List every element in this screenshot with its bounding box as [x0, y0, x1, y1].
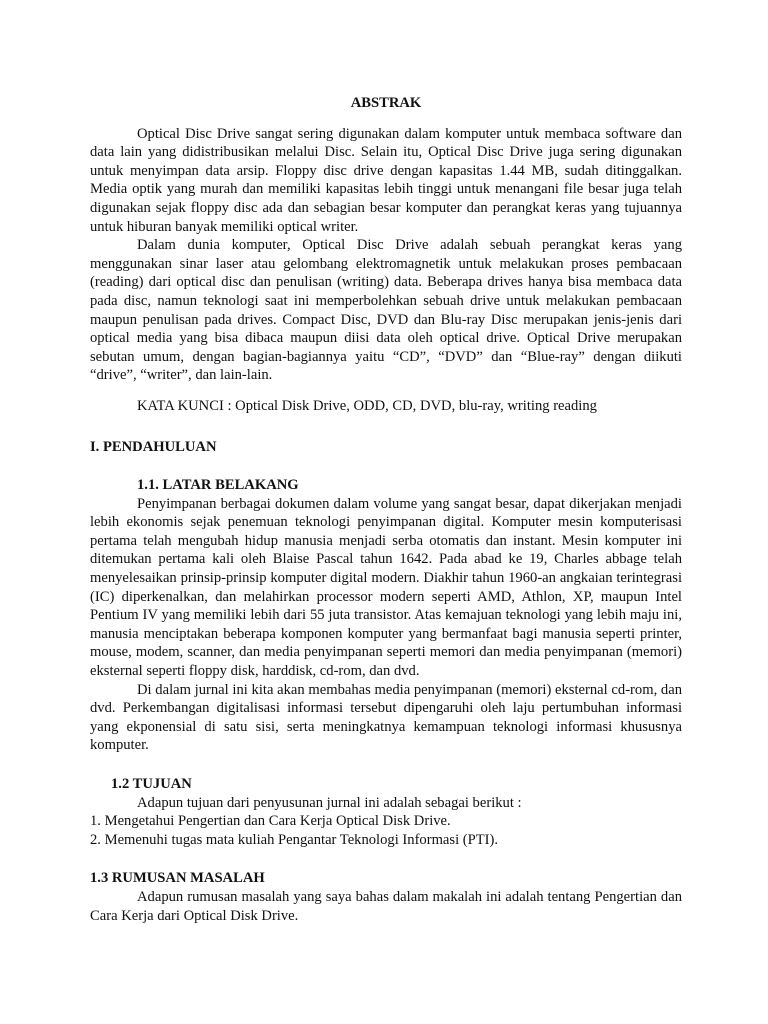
subsection-heading-rumusan-masalah: 1.3 RUMUSAN MASALAH [90, 870, 265, 887]
latar-belakang-paragraph-2: Di dalam jurnal ini kita akan membahas media penyimpanan (memori) eksternal cd-rom, dan dvd. Perkembangan digitalisasi informasi tersebut dipengaruhi oleh laju pertumbuhan informasi yang ekponensial di satu sisi, serta meningkatnya kemampuan teknologi informasi khususnya komputer. [90, 681, 682, 754]
list-item: 2. Memenuhi tugas mata kuliah Pengantar Teknologi Informasi (PTI). [90, 831, 499, 848]
section-heading-pendahuluan: I. PENDAHULUAN [90, 438, 217, 455]
latar-belakang-paragraph-1: Penyimpanan berbagai dokumen dalam volume yang sangat besar, dapat dikerjakan menjadi lebih ekonomis sejak penemuan teknologi penyimpanan digital. Komputer mesin komputerisasi pertama telah mengubah hidup manusia menjadi serba otomatis dan instant. Mesin komputer ini ditemukan pertama kali oleh Blaise Pascal tahun 1642. Pada abad ke 19, Charles abbage telah menyelesaikan prinsip-prinsip komputer digital modern. Diakhir tahun 1960-an angkaian terintegrasi (IC) diperkenalkan, dan melahirkan processor modern seperti AMD, Athlon, XP, maupun Intel Pentium IV yang memiliki lebih dari 55 juta transistor. Atas kemajuan teknologi yang lebih maju ini, manusia menciptakan beberapa komponen komputer yang bermanfaat bagi manusia seperti printer, mouse, modem, scanner, dan media penyimpanan seperti memori dan media penyimpanan (memori) eksternal seperti floppy disk, harddisk, cd-rom, dan dvd. [90, 495, 682, 680]
tujuan-intro: Adapun tujuan dari penyusunan jurnal ini adalah sebagai berikut : [137, 794, 522, 811]
document-page [90, 94, 682, 925]
list-item: 1. Mengetahui Pengertian dan Cara Kerja Optical Disk Drive. [90, 813, 451, 830]
keywords: KATA KUNCI : Optical Disk Drive, ODD, CD, DVD, blu-ray, writing reading [137, 397, 597, 414]
rumusan-masalah-paragraph: Adapun rumusan masalah yang saya bahas dalam makalah ini adalah tentang Pengertian dan Cara Kerja dari Optical Disk Drive. [90, 888, 682, 924]
subsection-heading-latar-belakang: 1.1. LATAR BELAKANG [137, 477, 299, 494]
abstract-paragraph-1: Optical Disc Drive sangat sering digunakan dalam komputer untuk membaca software dan data lain yang didistribusikan melalui Disc. Selain itu, Optical Disc Drive juga sering digunakan untuk menyimpan data arsip. Floppy disc drive dengan kapasitas 1.44 MB, sudah ditinggalkan. Media optik yang murah dan memiliki kapasitas lebih tinggi untuk menangani file besar juga telah digunakan sejak floppy disc ada dan sebagian besar komputer dan perangkat keras yang tujuannya untuk hiburan banyak memiliki optical writer. [90, 125, 682, 235]
subsection-heading-tujuan: 1.2 TUJUAN [111, 776, 192, 792]
tujuan-list [90, 812, 682, 849]
document-title: ABSTRAK [350, 95, 422, 111]
abstract-paragraph-2: Dalam dunia komputer, Optical Disc Drive adalah sebuah perangkat keras yang menggunakan sinar laser atau gelombang elektromagnetik untuk melakukan proses pembacaan (reading) dari optical disc dan penulisan (writing) data. Beberapa drives hanya bisa membaca data pada disc, namun teknologi saat ini memperbolehkan sebuah drive untuk melakukan pembacaan maupun penulisan pada drives. Compact Disc, DVD dan Blu-ray Disc merupakan jenis-jenis dari optical media yang bisa dibaca maupun diisi data oleh optical drive. Optical Drive merupakan sebutan umum, dengan bagian-bagiannya yaitu “CD”, “DVD” dan “Blue-ray” dengan diikuti “drive”, “writer”, dan lain-lain. [90, 237, 682, 384]
